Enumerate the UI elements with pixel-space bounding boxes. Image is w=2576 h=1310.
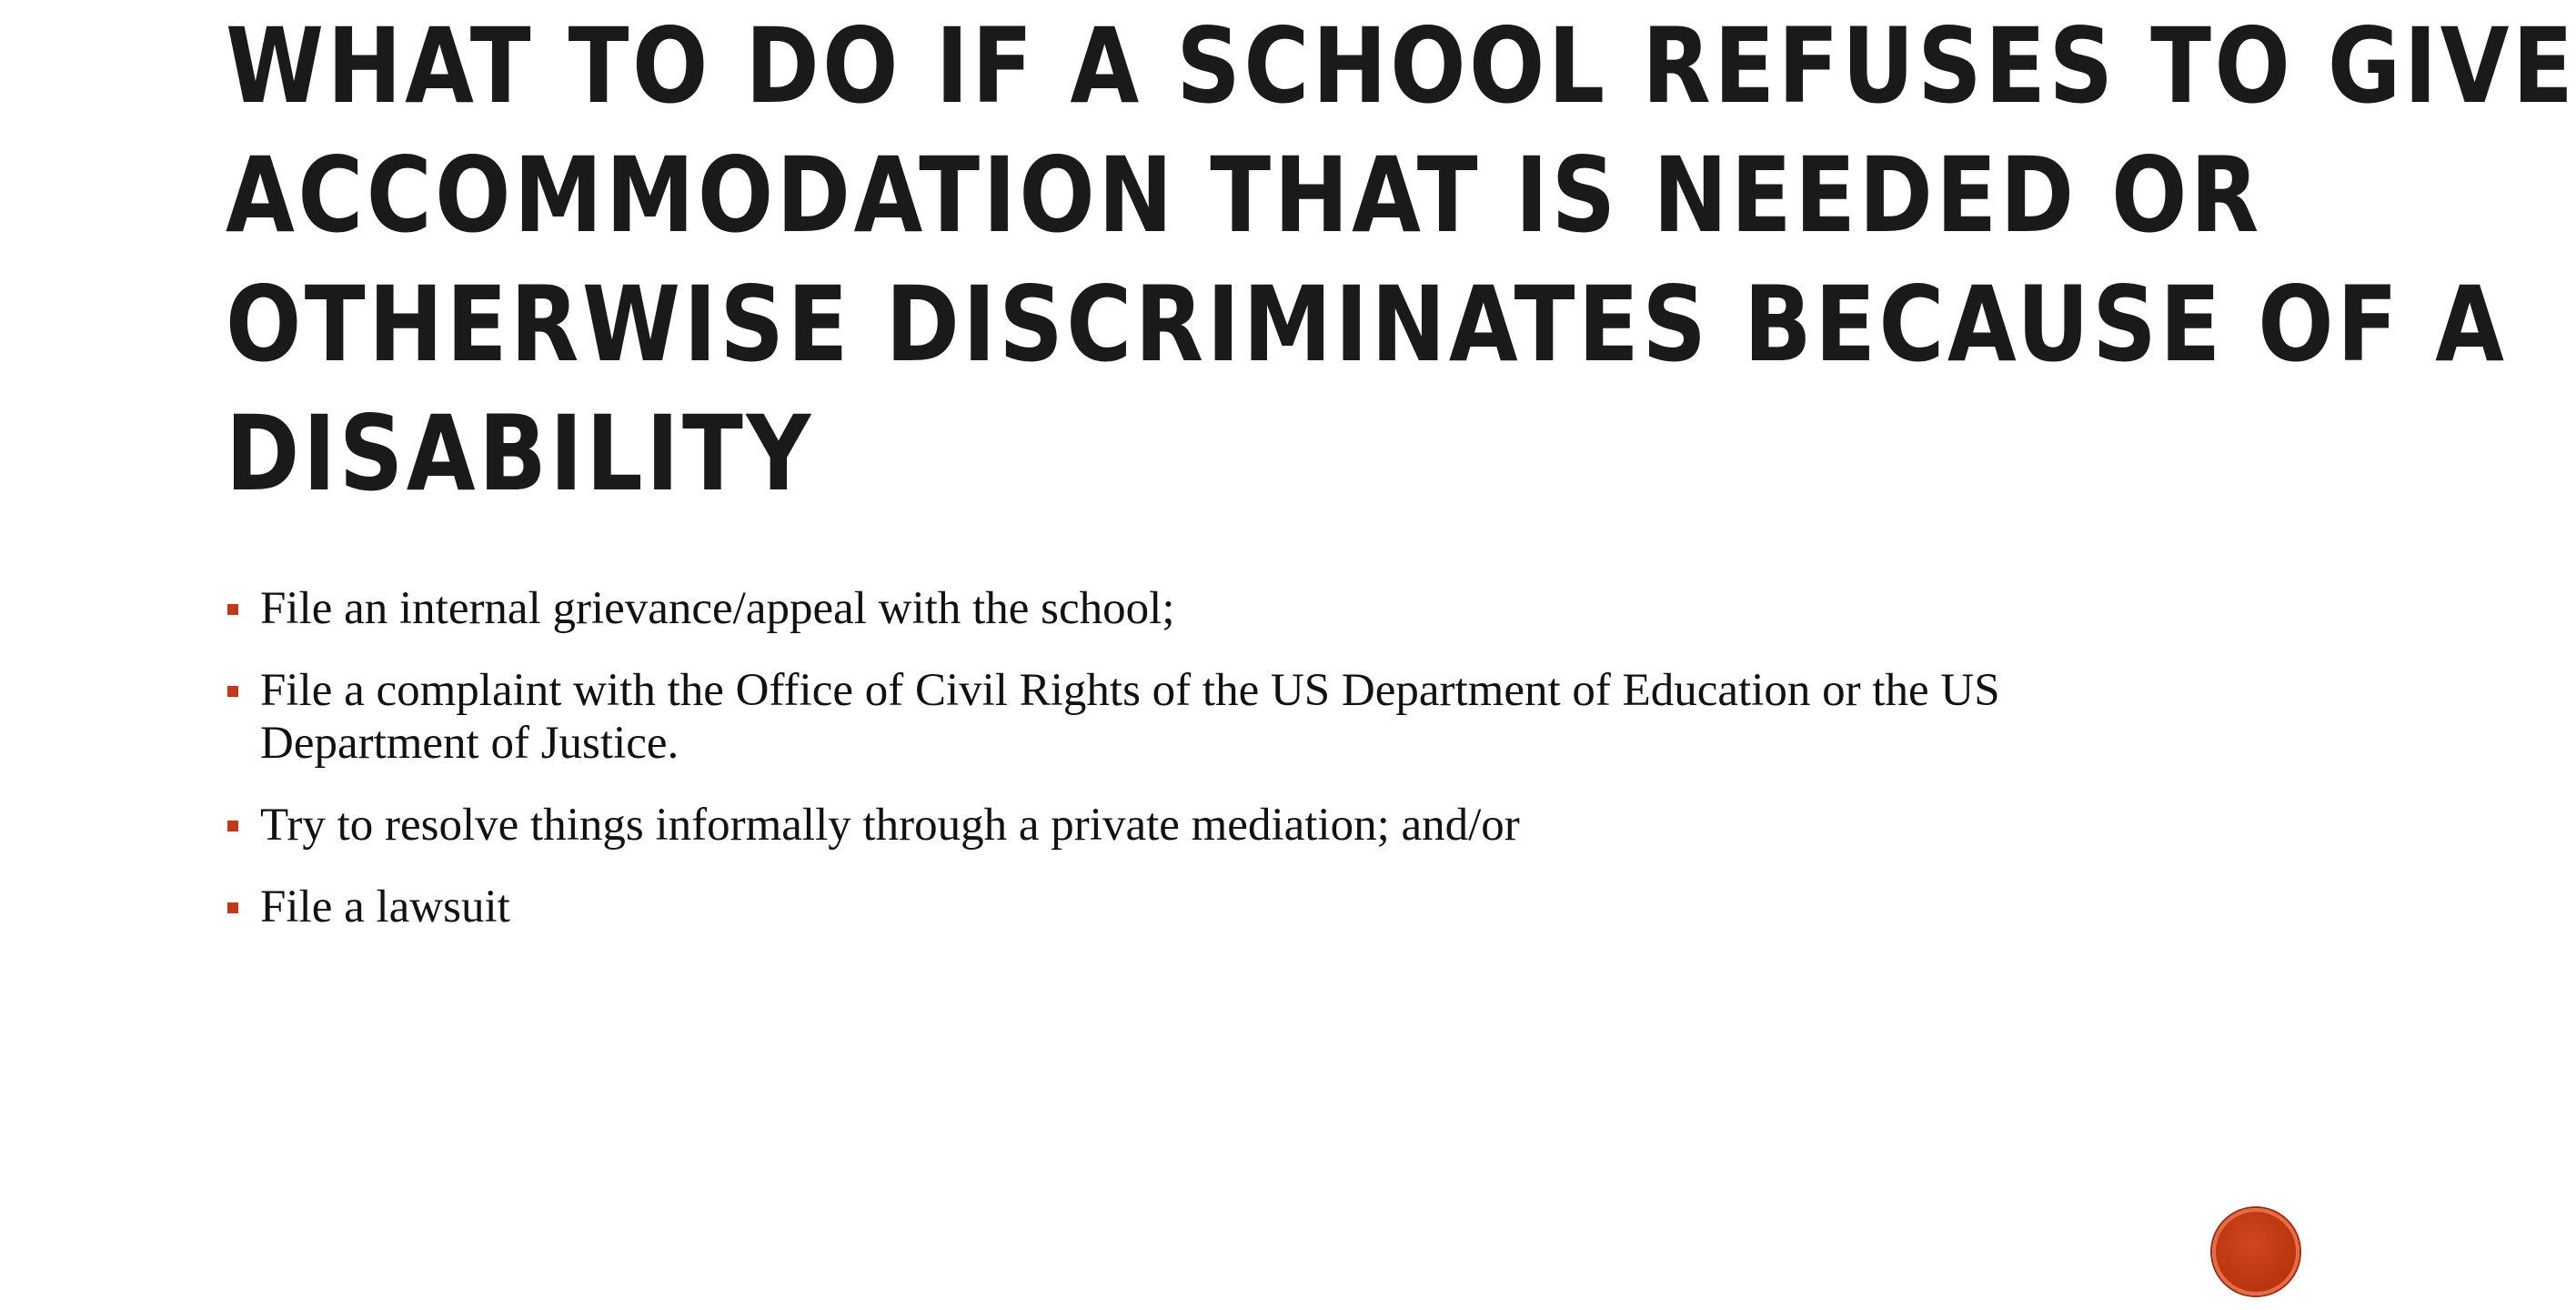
list-item [226,582,2181,635]
bullet-text: File a lawsuit [260,882,510,932]
title-line: OTHERWISE DISCRIMINATES BECAUSE OF A [226,264,2508,385]
title-line: WHAT TO DO IF A SCHOOL REFUSES TO GIVE [226,5,2576,126]
square-bullet-icon [227,902,238,913]
list-item [226,881,2181,933]
next-slide-circle-icon[interactable] [2212,1208,2299,1295]
square-bullet-icon [227,821,238,831]
list-item [226,799,2181,852]
bullet-list [226,582,2181,962]
square-bullet-icon [227,604,238,615]
list-item [226,664,2181,770]
bullet-text: File a complaint with the Office of Civil Rights of the US Department of Education or the US Department of Justice. [260,665,2000,769]
bullet-text: File an internal grievance/appeal with the school; [260,583,1175,634]
title-line: DISABILITY [226,393,814,514]
slide-title [226,2,2576,519]
bullet-text: Try to resolve things informally through a private mediation; and/or [260,800,1520,851]
title-line: ACCOMMODATION THAT IS NEEDED OR [226,135,2262,256]
square-bullet-icon [227,686,238,697]
